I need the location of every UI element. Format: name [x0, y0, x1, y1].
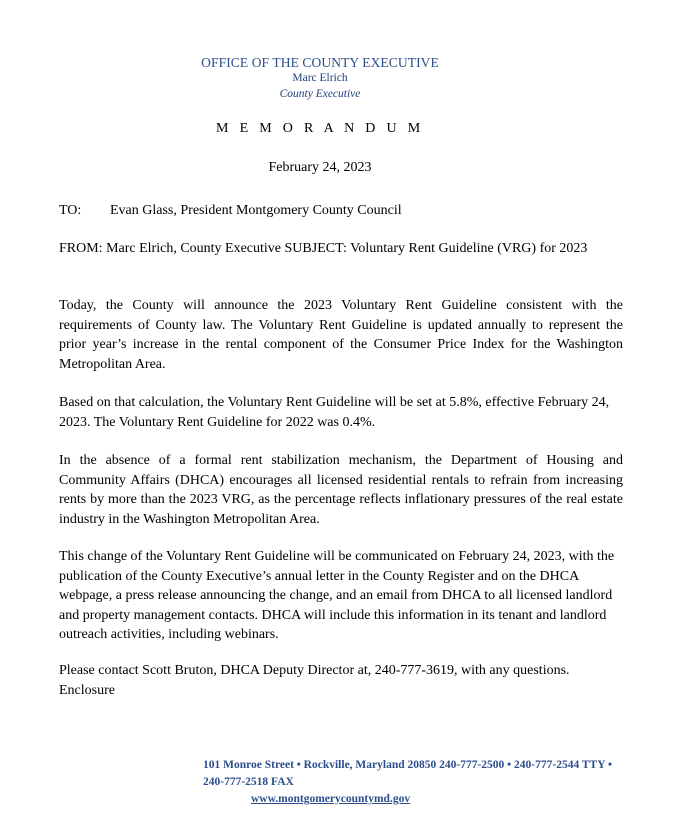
- footer-website-link[interactable]: www.montgomerycountymd.gov: [251, 793, 411, 805]
- paragraph-dhca-encouragement: In the absence of a formal rent stabilization mechanism, the Department of Housing and Community Affairs (DHCA) encourages all licensed residential rentals to refrain from increasing rents by more than the 2023 VRG, as the percentage reflects inflationary pressures of the real estate industry in the Washington Metropolitan Area.: [59, 453, 623, 527]
- footer-address: 101 Monroe Street • Rockville, Maryland 20850 240-777-2500 • 240-777-2544 TTY • 240-777-2518 FAX: [203, 759, 613, 788]
- executive-name: Marc Elrich: [292, 72, 348, 84]
- from-subject-line: FROM: Marc Elrich, County Executive SUBJECT: Voluntary Rent Guideline (VRG) for 2023: [59, 241, 588, 256]
- paragraph-contact: Please contact Scott Bruton, DHCA Deputy Director at, 240-777-3619, with any questions. Enclosure: [59, 663, 570, 698]
- office-heading: OFFICE OF THE COUNTY EXECUTIVE: [201, 55, 439, 70]
- memo-date: February 24, 2023: [268, 160, 372, 175]
- paragraph-announcement: Today, the County will announce the 2023 Voluntary Rent Guideline consistent with the requirements of County law. The Voluntary Rent Guideline is updated annually to represent the prior year’s increase in the rental component of the Consumer Price Index for the Washington Metropolitan Area.: [59, 298, 623, 372]
- to-line: [59, 201, 623, 221]
- paragraph-calculation: Based on that calculation, the Voluntary Rent Guideline will be set at 5.8%, effective February 24, 2023. The Voluntary Rent Guideline for 2022 was 0.4%.: [59, 395, 610, 430]
- to-label: TO:: [59, 203, 82, 218]
- to-value: Evan Glass, President Montgomery County Council: [110, 203, 402, 218]
- paragraph-communication: This change of the Voluntary Rent Guideline will be communicated on February 24, 2023, with the publication of the County Executive’s annual letter in the County Register and on the DHCA webpage, a press release announcing the change, and an email from DHCA to all licensed landlord and property management contacts. DHCA will include this information in its tenant and landlord outreach activities, including webinars.: [59, 549, 615, 642]
- executive-title: County Executive: [279, 88, 361, 100]
- memo-title: M E M O R A N D U M: [216, 121, 424, 136]
